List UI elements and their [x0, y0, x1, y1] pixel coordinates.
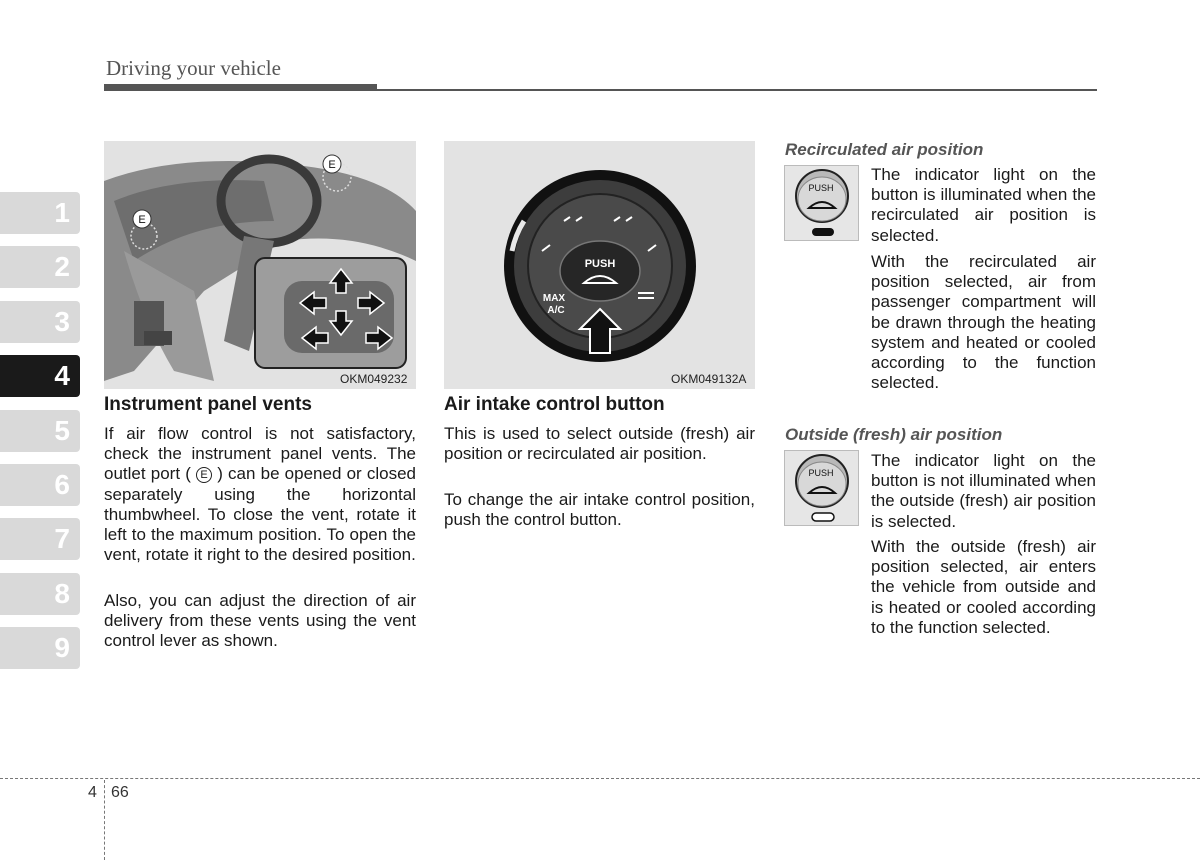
section-heading-vents: Instrument panel vents	[104, 394, 312, 415]
chapter-tab-9[interactable]: 9	[0, 627, 80, 669]
running-header: Driving your vehicle	[106, 56, 281, 80]
air-intake-paragraph-1: This is used to select outside (fresh) air position or recirculated air position.	[444, 424, 755, 464]
recirculated-paragraph-1: The indicator light on the button is illuminated when the recirculated air position is selected.	[871, 165, 1096, 245]
vents-paragraph-1: If air flow control is not satisfactory, check the instrument panel vents. The outlet port ( E ) can be opened or closed separately using the horizontal thumbwheel. To close the vent, rotate it left to the maximum position. To open the vent, rotate it right to the desired position.	[104, 424, 416, 565]
chapter-number: 4	[88, 784, 97, 801]
outlet-port-symbol: E	[196, 467, 212, 483]
chapter-tab-6[interactable]: 6	[0, 464, 80, 506]
section-heading-air-intake: Air intake control button	[444, 394, 665, 415]
recirculated-paragraph-2: With the recirculated air position selected, air from passenger compartment will be drawn through the heating system and heated or cooled according to the function selected.	[871, 252, 1096, 393]
fresh-paragraph-1: The indicator light on the button is not illuminated when the outside (fresh) air position is selected.	[871, 451, 1096, 531]
recirc-push-label: PUSH	[808, 183, 834, 193]
footer-rule	[0, 778, 1200, 779]
chapter-tab-2[interactable]: 2	[0, 246, 80, 288]
indicator-light-off	[812, 513, 834, 521]
recirculated-heading: Recirculated air position	[785, 140, 984, 159]
chapter-tab-4[interactable]: 4	[0, 355, 80, 397]
chapter-tab-8[interactable]: 8	[0, 573, 80, 615]
page-number: 66	[111, 784, 129, 801]
control-knob-illustration	[444, 141, 755, 389]
chapter-tab-7[interactable]: 7	[0, 518, 80, 560]
fresh-heading: Outside (fresh) air position	[785, 425, 1003, 444]
label-e-left: E	[138, 214, 146, 226]
recirculated-button-illustration	[784, 165, 859, 241]
indicator-light-on	[812, 228, 834, 236]
label-e-top: E	[328, 159, 336, 171]
vents-paragraph-2: Also, you can adjust the direction of air delivery from these vents using the vent control lever as shown.	[104, 591, 416, 651]
header-bar	[104, 84, 377, 91]
header-rule	[377, 89, 1097, 91]
air-intake-figure	[444, 141, 755, 389]
fresh-paragraph-2: With the outside (fresh) air position selected, air enters the vehicle from outside and is heated or cooled according to the function selected.	[871, 537, 1096, 637]
fresh-push-label: PUSH	[808, 468, 834, 478]
fresh-button-illustration	[784, 450, 859, 526]
knob-max-label: MAX	[542, 293, 566, 304]
knob-ac-label: A/C	[547, 305, 565, 316]
chapter-tab-1[interactable]: 1	[0, 192, 80, 234]
footer-divider	[104, 780, 105, 860]
instrument-panel-figure	[104, 141, 416, 389]
figure-code-left: OKM049232	[340, 372, 408, 386]
air-intake-paragraph-2: To change the air intake control position, push the control button.	[444, 490, 755, 530]
dashboard-illustration	[104, 141, 416, 389]
chapter-tab-3[interactable]: 3	[0, 301, 80, 343]
figure-code-middle: OKM049132A	[671, 372, 747, 386]
chapter-tab-5[interactable]: 5	[0, 410, 80, 452]
knob-push-label: PUSH	[584, 258, 616, 270]
